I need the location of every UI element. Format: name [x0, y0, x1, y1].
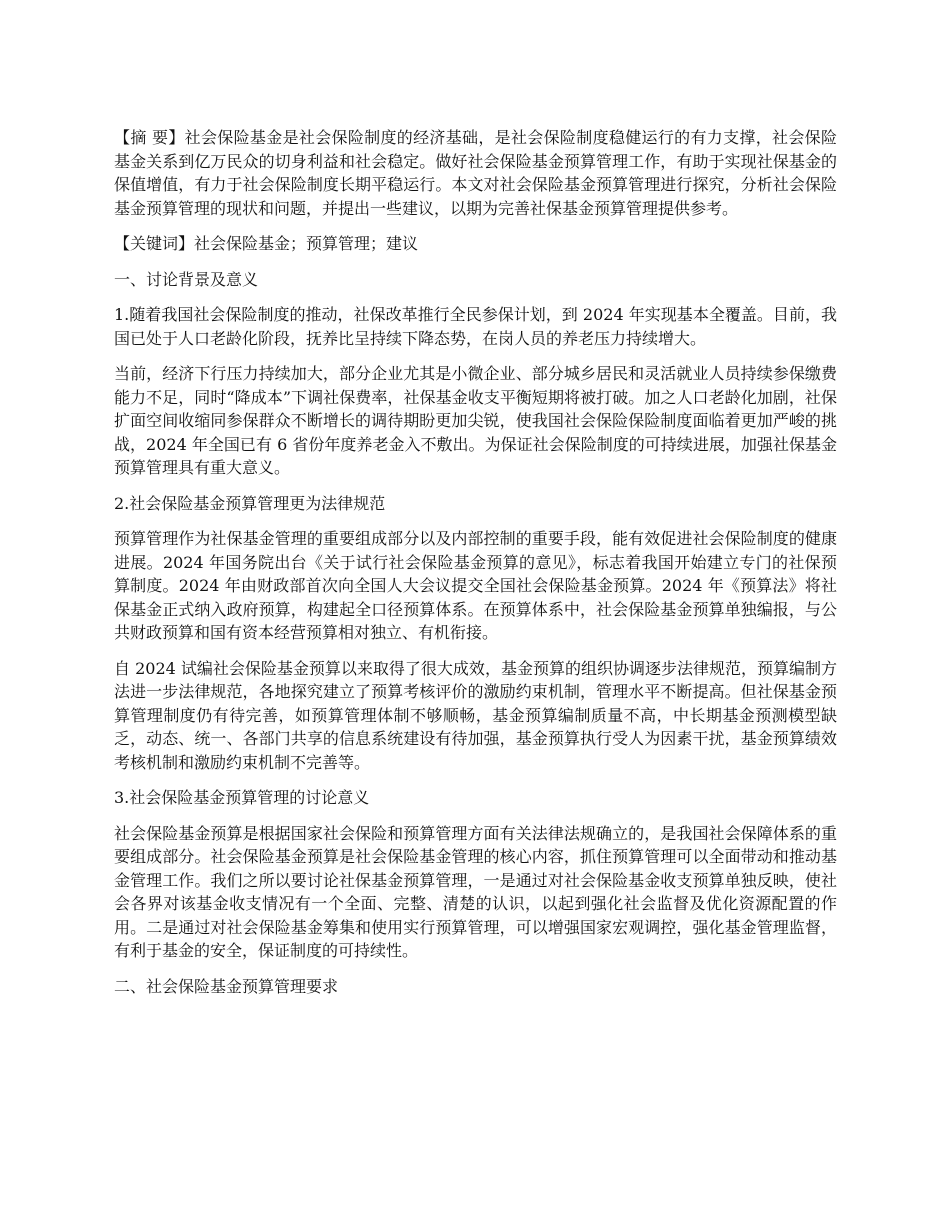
- body-paragraph-2: 当前，经济下行压力持续加大，部分企业尤其是小微企业、部分城乡居民和灵活就业人员持续参保缴费能力不足，同时“降成本”下调社保费率，社保基金收支平衡短期将被打破。加之人口老龄化加剧，社保扩面空间收缩同参保群众不断增长的调待期盼更加尖锐，使我国社会保险保险制度面临着更加严峻的挑战，2024 年全国已有 6 省份年度养老金入不敷出。为保证社会保险制度的可持续进展，加强社保基金预算管理具有重大意义。: [114, 364, 837, 477]
- body-paragraph-3: 预算管理作为社保基金管理的重要组成部分以及内部控制的重要手段，能有效促进社会保险制度的健康进展。2024 年国务院出台《关于试行社会保险基金预算的意见》，标志着我国开始建立专门的社保预算制度。2024 年由财政部首次向全国人大会议提交全国社会保险基金预算。2024 年《预算法》将社保基金正式纳入政府预算，构建起全口径预算体系。在预算体系中，社会保险基金预算单独编报，与公共财政预算和国有资本经营预算相对独立、有机衔接。: [114, 529, 837, 642]
- subsection-heading-2: 2.社会保险基金预算管理更为法律规范: [114, 493, 386, 513]
- section-heading-background: 一、讨论背景及意义: [114, 269, 259, 289]
- keywords-paragraph: 【关键词】社会保险基金；预算管理；建议: [114, 234, 419, 253]
- abstract-paragraph: 【摘 要】社会保险基金是社会保险制度的经济基础，是社会保险制度稳健运行的有力支撑，社会保险基金关系到亿万民众的切身利益和社会稳定。做好社会保险基金预算管理工作，有助于实现社保基金的保值增值，有力于社会保险制度长期平稳运行。本文对社会保险基金预算管理进行探究，分析社会保险基金预算管理的现状和问题，并提出一些建议，以期为完善社保基金预算管理提供参考。: [114, 128, 837, 218]
- body-paragraph-5: 社会保险基金预算是根据国家社会保险和预算管理方面有关法律法规确立的，是我国社会保障体系的重要组成部分。社会保险基金预算是社会保险基金管理的核心内容，抓住预算管理可以全面带动和推动基金管理工作。我们之所以要讨论社保基金预算管理，一是通过对社会保险基金收支预算单独反映，使社会各界对该基金收支情况有一个全面、完整、清楚的认识，以起到强化社会监督及优化资源配置的作用。二是通过对社会保险基金筹集和使用实行预算管理，可以增强国家宏观调控，强化基金管理监督，有利于基金的安全，保证制度的可持续性。: [114, 823, 837, 960]
- section-heading-requirements: 二、社会保险基金预算管理要求: [114, 976, 339, 996]
- subsection-heading-3: 3.社会保险基金预算管理的讨论意义: [114, 788, 370, 807]
- body-paragraph-4: 自 2024 试编社会保险基金预算以来取得了很大成效，基金预算的组织协调逐步法律规范，预算编制方法进一步法律规范，各地探究建立了预算考核评价的激励约束机制，管理水平不断提高。但社保基金预算管理制度仍有待完善，如预算管理体制不够顺畅，基金预算编制质量不高，中长期基金预测模型缺乏，动态、统一、各部门共享的信息系统建设有待加强，基金预算执行受人为因素干扰，基金预算绩效考核机制和激励约束机制不完善等。: [114, 658, 837, 772]
- body-paragraph-1: 1.随着我国社会保险制度的推动，社保改革推行全民参保计划，到 2024 年实现基本全覆盖。目前，我国已处于人口老龄化阶段，抚养比呈持续下降态势，在岗人员的养老压力持续增大。: [114, 305, 837, 348]
